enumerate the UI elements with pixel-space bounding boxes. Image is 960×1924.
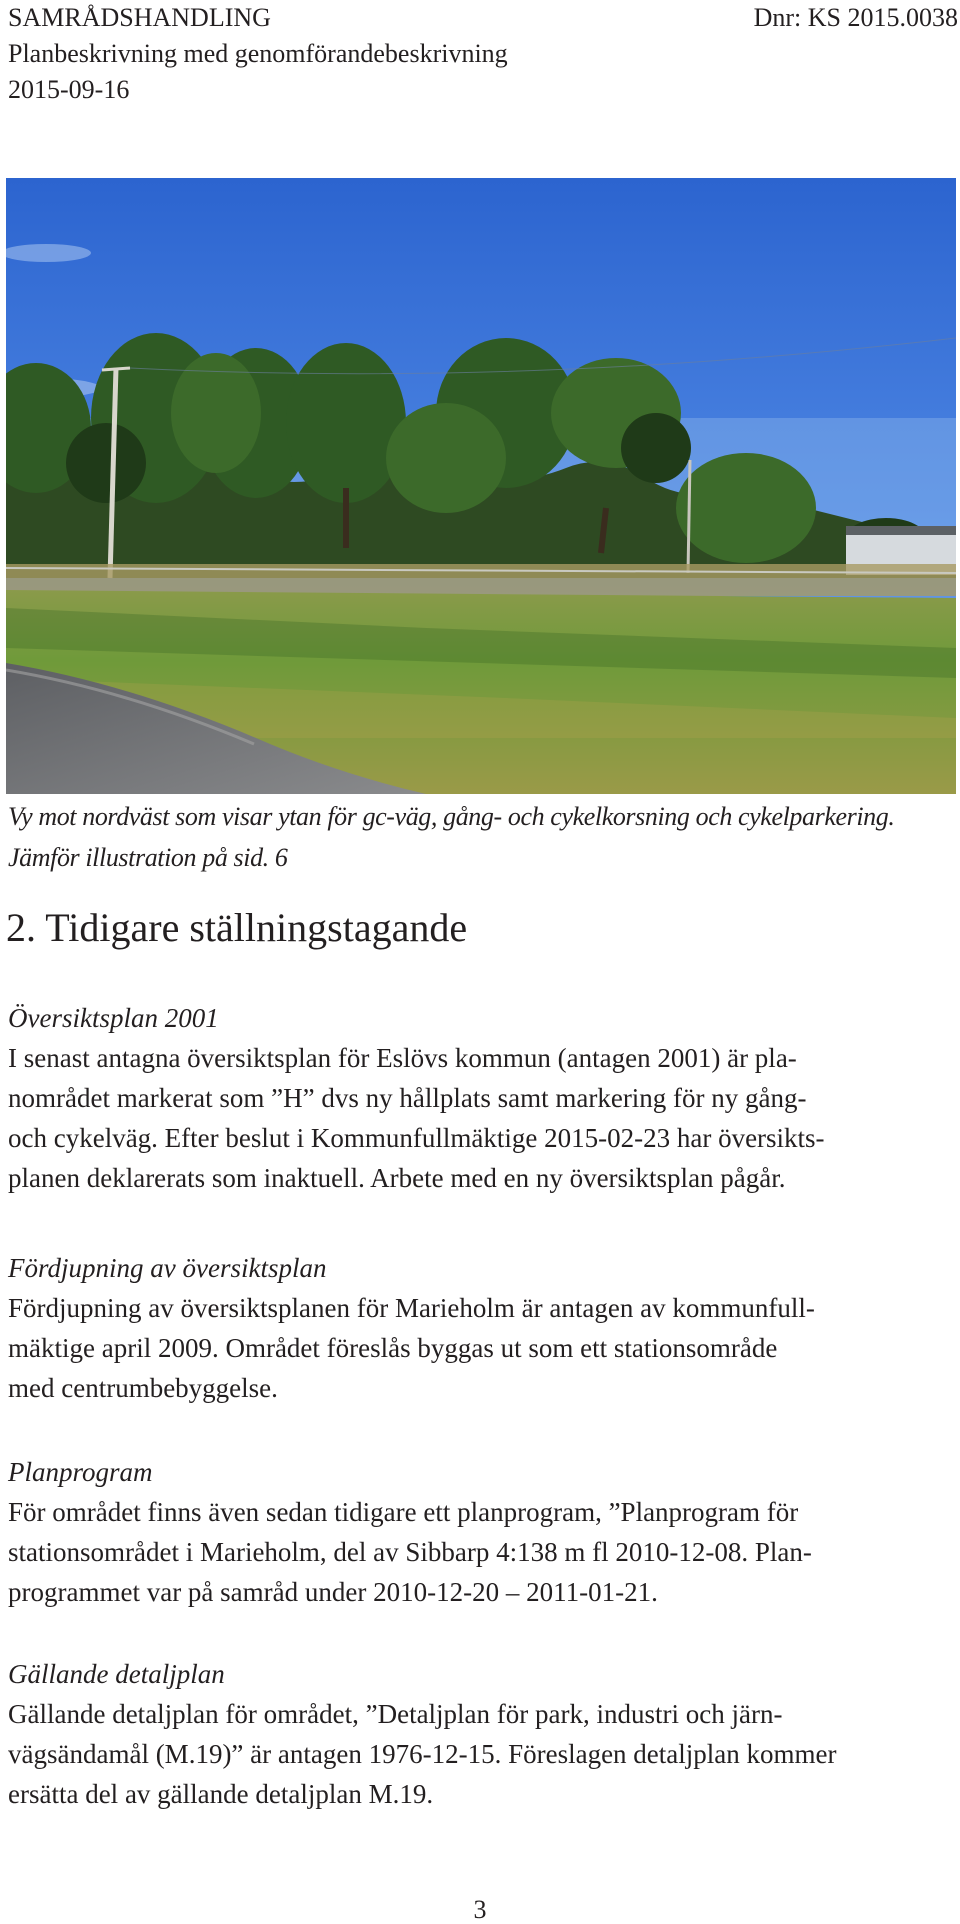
document-subtitle: Planbeskrivning med genomförandebeskrivning	[8, 39, 508, 68]
section-heading: 2. Tidigare ställningstagande	[6, 905, 468, 950]
block-fordjupning	[8, 1248, 956, 1408]
paragraph	[8, 1694, 956, 1814]
subheading: Gällande detaljplan	[8, 1659, 225, 1689]
paragraph	[8, 1288, 956, 1408]
subheading: Fördjupning av översiktsplan	[8, 1253, 327, 1283]
document-date: 2015-09-16	[8, 75, 130, 104]
text-line: ersätta del av gällande detaljplan M.19.	[8, 1779, 434, 1809]
subheading: Planprogram	[8, 1457, 153, 1487]
block-planprogram	[8, 1452, 956, 1612]
text-line: mäktige april 2009. Området föreslås byggas ut som ett stationsområde	[8, 1333, 778, 1363]
text-line: För området finns även sedan tidigare ett planprogram, ”Planprogram för	[8, 1497, 799, 1527]
text-line: I senast antagna översiktsplan för Eslövs kommun (antagen 2001) är pla-	[8, 1043, 797, 1073]
text-line: med centrumbebyggelse.	[8, 1373, 278, 1403]
photo-caption	[8, 796, 956, 878]
text-line: och cykelväg. Efter beslut i Kommunfullmäktige 2015-02-23 har översikts-	[8, 1123, 825, 1153]
subheading: Översiktsplan 2001	[8, 1003, 219, 1033]
caption-line: Vy mot nordväst som visar ytan för gc-väg, gång- och cykelkorsning och cykelparkering.	[8, 802, 895, 831]
page-number: 3	[473, 1895, 487, 1924]
block-oversiktsplan	[8, 998, 956, 1198]
document-number: Dnr: KS 2015.0038	[753, 3, 958, 32]
paragraph	[8, 1492, 956, 1612]
text-line: programmet var på samråd under 2010-12-20 – 2011-01-21.	[8, 1577, 658, 1607]
text-line: planen deklarerats som inaktuell. Arbete med en ny översiktsplan pågår.	[8, 1163, 786, 1193]
text-line: vägsändamål (M.19)” är antagen 1976-12-15. Föreslagen detaljplan kommer	[8, 1739, 837, 1769]
text-line: nområdet markerat som ”H” dvs ny hållplats samt markering för ny gång-	[8, 1083, 807, 1113]
caption-line: Jämför illustration på sid. 6	[8, 843, 288, 872]
text-line: stationsområdet i Marieholm, del av Sibbarp 4:138 m fl 2010-12-08. Plan-	[8, 1537, 812, 1567]
paragraph	[8, 1038, 956, 1198]
text-line: Fördjupning av översiktsplanen för Marieholm är antagen av kommunfull-	[8, 1293, 815, 1323]
site-photo	[6, 178, 956, 794]
block-detaljplan	[8, 1654, 956, 1814]
text-line: Gällande detaljplan för området, ”Detaljplan för park, industri och järn-	[8, 1699, 783, 1729]
document-type: SAMRÅDSHANDLING	[8, 3, 271, 32]
